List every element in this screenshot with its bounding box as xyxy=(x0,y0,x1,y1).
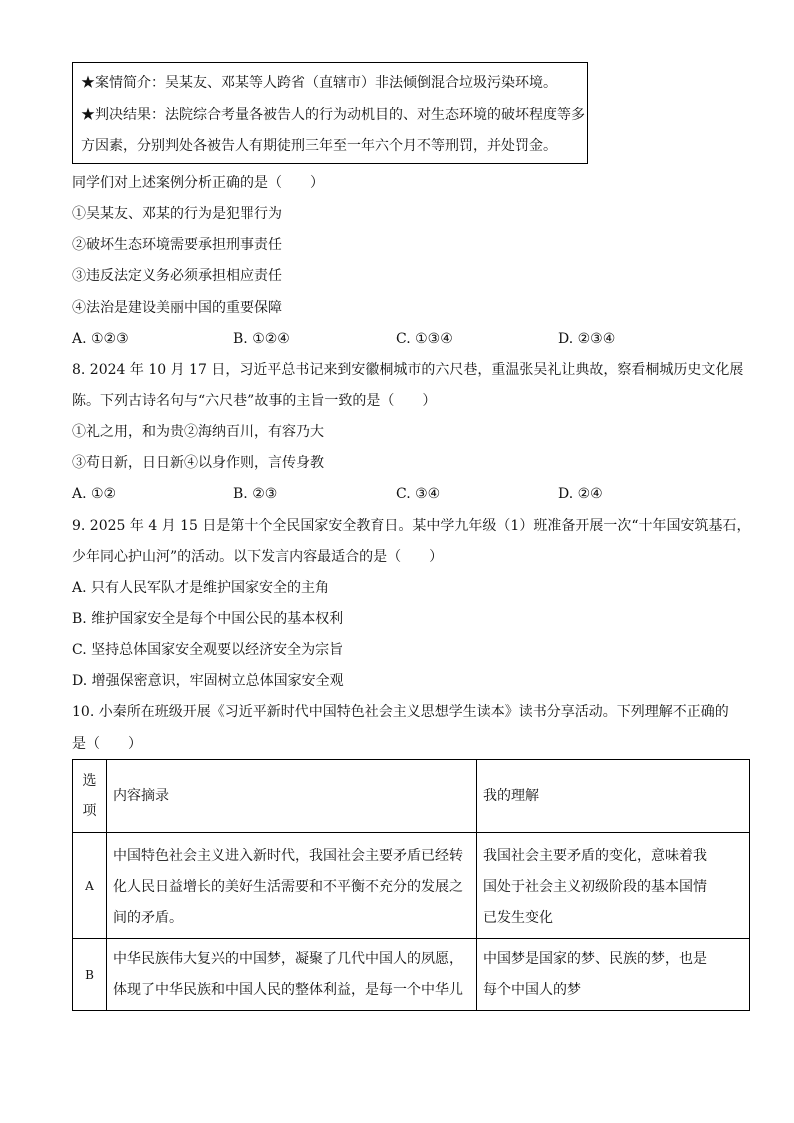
content-line: 中国特色社会主义进入新时代，我国社会主要矛盾已经转 xyxy=(113,848,463,864)
q9-option-a[interactable]: A. 只有人民军队才是维护国家安全的主角 xyxy=(72,580,330,596)
q7-item: ③违反法定义务必须承担相应责任 xyxy=(72,268,282,284)
q7-stem: 同学们对上述案例分析正确的是（ ） xyxy=(72,175,324,191)
content-cell xyxy=(107,939,477,1011)
q9-stem: 9. 2025 年 4 月 15 日是第十个全民国家安全教育日。某中学九年级（1）班准备开展一次“十年国安筑基石， xyxy=(72,518,751,534)
q10-table xyxy=(72,759,750,1011)
q7-item: ①吴某友、邓某的行为是犯罪行为 xyxy=(72,206,282,222)
q8-stem: 8. 2024 年 10 月 17 日，习近平总书记来到安徽桐城市的六尺巷，重温张吴礼让典故，察看桐城历史文化展 xyxy=(72,362,744,378)
q7-option-b[interactable]: B. ①②④ xyxy=(233,331,290,347)
q9-stem-continued: 少年同心护山河”的活动。以下发言内容最适合的是（ ） xyxy=(72,549,444,565)
q7-option-d[interactable]: D. ②③④ xyxy=(558,331,616,347)
q9-option-b[interactable]: B. 维护国家安全是每个中国公民的基本权利 xyxy=(72,611,344,627)
content-line: 体现了中华民族和中国人民的整体利益，是每一个中华儿 xyxy=(113,982,463,998)
understanding-cell xyxy=(477,939,750,1011)
q7-option-a[interactable]: A. ①②③ xyxy=(72,331,129,347)
q8-items: ①礼之用，和为贵②海纳百川，有容乃大 xyxy=(72,424,324,440)
table-row xyxy=(73,939,750,1011)
understanding-line: 国处于社会主义初级阶段的基本国情 xyxy=(483,879,707,895)
q9-option-c[interactable]: C. 坚持总体国家安全观要以经济安全为宗旨 xyxy=(72,642,344,658)
header-understanding-cell: 我的理解 xyxy=(477,760,750,833)
q9-option-d[interactable]: D. 增强保密意识，牢固树立总体国家安全观 xyxy=(72,673,344,689)
understanding-cell xyxy=(477,833,750,939)
understanding-line: 我国社会主要矛盾的变化，意味着我 xyxy=(483,848,707,864)
q7-item: ④法治是建设美丽中国的重要保障 xyxy=(72,300,282,316)
case-info-box xyxy=(72,62,588,164)
understanding-line: 已发生变化 xyxy=(483,910,553,926)
q7-option-c[interactable]: C. ①③④ xyxy=(396,331,453,347)
q10-stem: 10. 小秦所在班级开展《习近平新时代中国特色社会主义思想学生读本》读书分享活动。下列理解不正确的 xyxy=(72,704,729,720)
case-summary-line: ★案情简介：吴某友、邓某等人跨省（直辖市）非法倾倒混合垃圾污染环境。 xyxy=(81,75,557,91)
q8-option-d[interactable]: D. ②④ xyxy=(558,486,603,502)
content-line: 中华民族伟大复兴的中国梦，凝聚了几代中国人的夙愿， xyxy=(113,951,463,967)
understanding-line: 中国梦是国家的梦、民族的梦，也是 xyxy=(483,951,707,967)
content-cell xyxy=(107,833,477,939)
q8-option-b[interactable]: B. ②③ xyxy=(233,486,278,502)
table-row xyxy=(73,833,750,939)
option-letter: B xyxy=(73,939,107,1011)
verdict-line-continued: 方因素，分别判处各被告人有期徒刑三年至一年六个月不等刑罚，并处罚金。 xyxy=(81,138,557,154)
table-header-row xyxy=(73,760,750,833)
option-letter: A xyxy=(73,833,107,939)
q10-stem-continued: 是（ ） xyxy=(72,736,142,752)
header-option-label: 选 xyxy=(82,773,97,789)
understanding-line: 每个中国人的梦 xyxy=(483,982,581,998)
content-line: 间的矛盾。 xyxy=(113,910,183,926)
verdict-line: ★判决结果：法院综合考量各被告人的行为动机目的、对生态环境的破坏程度等多 xyxy=(81,107,585,123)
q8-option-a[interactable]: A. ①② xyxy=(72,486,117,502)
q7-item: ②破坏生态环境需要承担刑事责任 xyxy=(72,237,282,253)
q8-option-c[interactable]: C. ③④ xyxy=(396,486,441,502)
header-content-cell: 内容摘录 xyxy=(107,760,477,833)
content-line: 化人民日益增长的美好生活需要和不平衡不充分的发展之 xyxy=(113,879,463,895)
q8-stem-continued: 陈。下列古诗名句与“六尺巷”故事的主旨一致的是（ ） xyxy=(72,393,437,409)
q8-items: ③苟日新，日日新④以身作则，言传身教 xyxy=(72,455,324,471)
header-option-cell xyxy=(73,760,107,833)
header-option-label: 项 xyxy=(82,803,97,819)
